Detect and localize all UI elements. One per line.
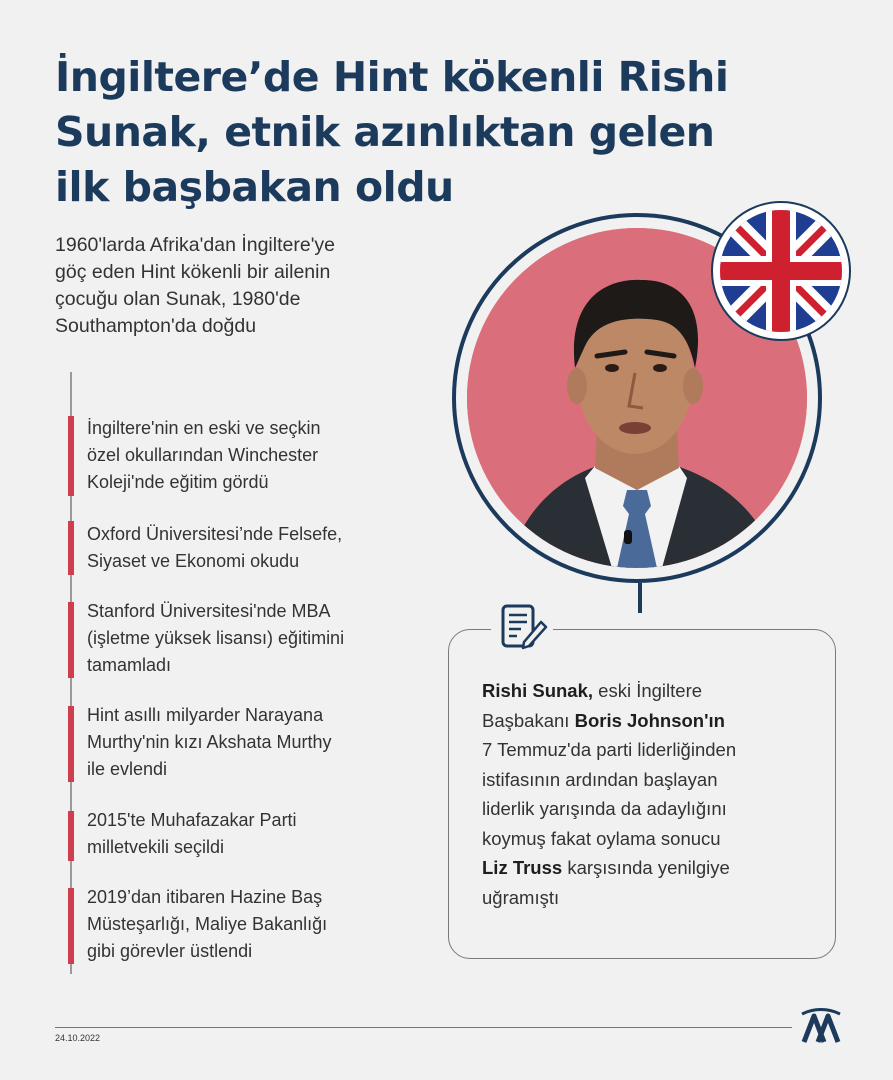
timeline-marker (68, 888, 74, 964)
info-line (482, 706, 822, 736)
connector-line (638, 583, 642, 613)
timeline-marker (68, 602, 74, 678)
timeline-text (87, 415, 427, 496)
info-text-fragment: eski İngiltere (593, 680, 703, 701)
info-line: 7 Temmuz'da parti liderliğinden (482, 739, 737, 760)
document-pen-icon (491, 600, 553, 658)
publish-date: 24.10.2022 (55, 1033, 101, 1043)
timeline-line-text: Stanford Üniversitesi'nde MBA (87, 601, 331, 621)
logo-graphic (800, 1008, 842, 1046)
timeline-line-text: 2015'te Muhafazakar Parti (87, 810, 297, 830)
timeline-marker (68, 811, 74, 861)
timeline-line-text: Siyaset ve Ekonomi okudu (87, 551, 300, 571)
timeline-line-text: İngiltere'nin en eski ve seçkin (87, 418, 321, 438)
timeline-line-text: özel okullarından Winchester (87, 445, 319, 465)
title-line: İngiltere’de Hint kökenli Rishi (55, 53, 729, 101)
timeline-text (87, 702, 427, 783)
info-line: koymuş fakat oylama sonucu (482, 827, 721, 849)
timeline-line-text: milletvekili seçildi (87, 837, 225, 857)
info-text (482, 676, 822, 912)
timeline-text (87, 598, 427, 679)
name-boris-johnson: Boris Johnson'ın (574, 709, 725, 731)
footer-divider (55, 1027, 792, 1028)
timeline-line-text: Oxford Üniversitesi’nde Felsefe, (87, 524, 343, 544)
info-line: uğramıştı (482, 886, 560, 908)
info-line: liderlik yarışında da adaylığını (482, 798, 727, 819)
anadolu-agency-logo (800, 1008, 842, 1046)
timeline-line-text: Müsteşarlığı, Maliye Bakanlığı (87, 914, 328, 934)
intro-line: çocuğu olan Sunak, 1980'de (55, 288, 301, 310)
flag-graphic (713, 203, 849, 339)
intro-line: Southampton'da doğdu (55, 315, 257, 337)
timeline-text (87, 521, 427, 575)
timeline-line-text: Hint asıllı milyarder Narayana (87, 705, 324, 725)
info-text-fragment: Başbakanı (482, 709, 575, 731)
name-liz-truss: Liz Truss (482, 857, 563, 878)
title-line: Sunak, etnik azınlıktan gelen (55, 108, 715, 156)
timeline-line-text: Murthy'nin kızı Akshata Murthy (87, 732, 332, 752)
info-line (482, 853, 822, 883)
timeline-text (87, 807, 427, 861)
timeline-line-text: Koleji'nde eğitim gördü (87, 472, 269, 492)
union-jack-flag-icon (711, 201, 851, 341)
timeline-line-text: ile evlendi (87, 759, 168, 779)
timeline-line-text: 2019’dan itibaren Hazine Baş (87, 887, 323, 907)
timeline-text (87, 884, 427, 965)
info-text-fragment: karşısında yenilgiye (562, 857, 730, 878)
timeline-marker (68, 706, 74, 782)
info-line (482, 676, 822, 706)
document-pen-graphic (491, 600, 553, 658)
title-line: ilk başbakan oldu (55, 163, 454, 211)
timeline-line-text: gibi görevler üstlendi (87, 941, 253, 961)
timeline-line-text: (işletme yüksek lisansı) eğitimini (87, 628, 345, 648)
intro-line: 1960'larda Afrika'dan İngiltere'ye (55, 234, 336, 256)
page-title (55, 50, 835, 215)
name-rishi-sunak: Rishi Sunak, (482, 680, 594, 701)
intro-line: göç eden Hint kökenli bir ailenin (55, 261, 331, 283)
timeline-marker (68, 521, 74, 575)
timeline-marker (68, 416, 74, 496)
info-line: istifasının ardından başlayan (482, 768, 718, 790)
intro-paragraph (55, 232, 435, 340)
timeline-line-text: tamamladı (87, 655, 172, 675)
